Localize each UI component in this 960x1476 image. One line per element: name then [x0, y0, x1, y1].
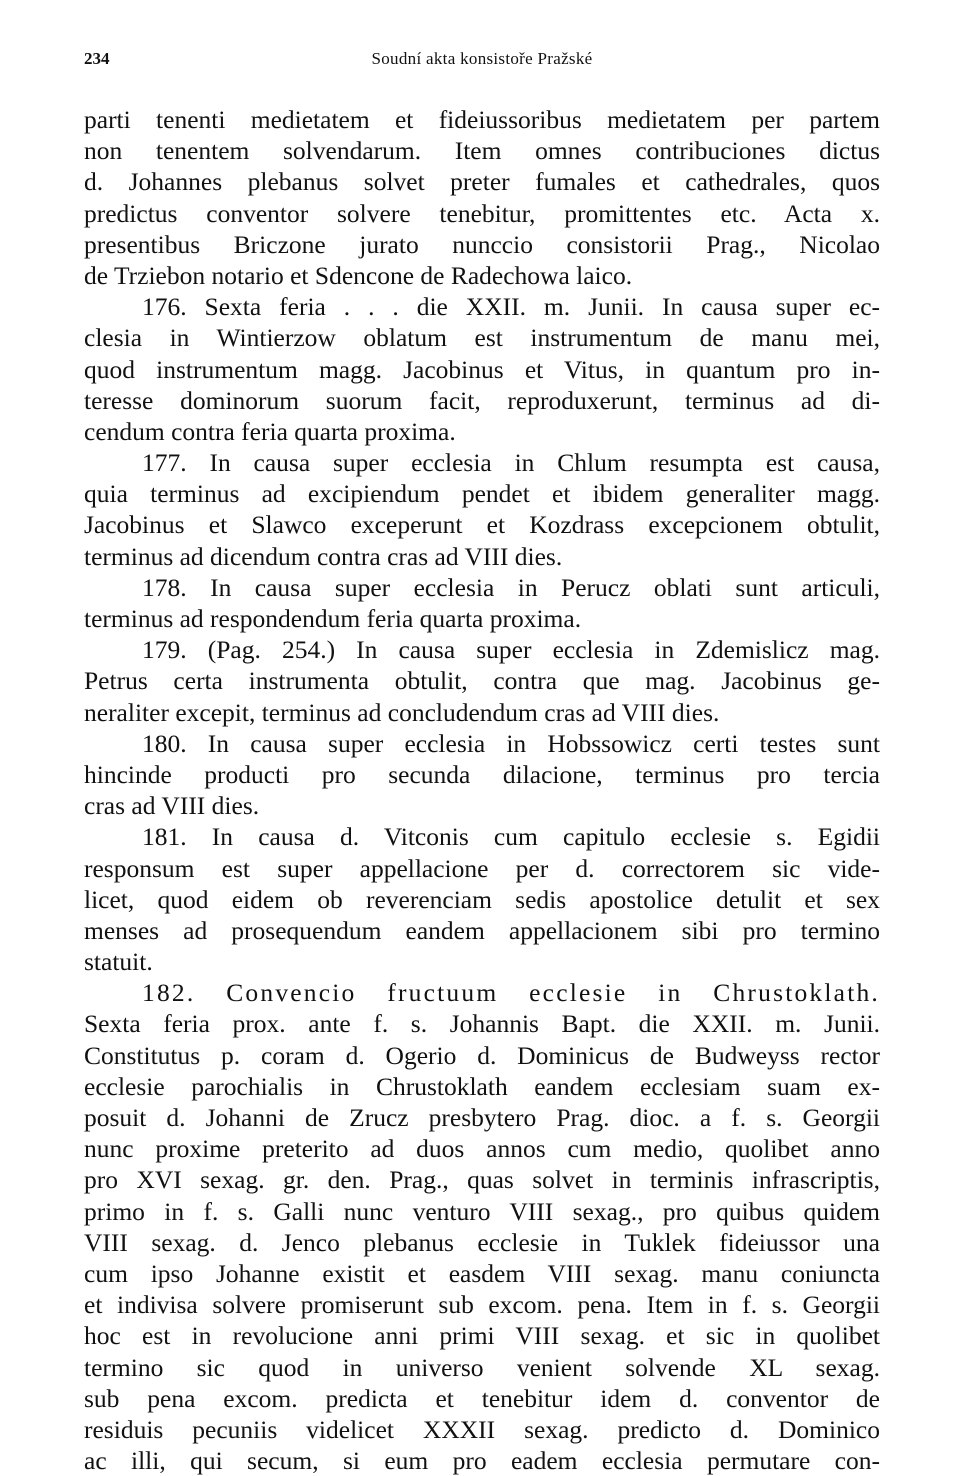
- running-title: Soudní akta konsistoře Pražské: [371, 49, 593, 68]
- text-line: clesia in Wintierzow oblatum est instrumentum de manu mei,: [84, 323, 880, 353]
- text-line: cum ipso Johanne existit et easdem VIII sexag. manu coniuncta: [84, 1258, 880, 1288]
- text-line: ac illi, qui secum, si eum pro eadem ecclesia permutare con-: [84, 1446, 880, 1476]
- text-line: ecclesie parochialis in Chrustoklath eandem ecclesiam suam ex-: [84, 1071, 880, 1101]
- text-line: sub pena excom. predicta et tenebitur idem d. conventor de: [84, 1383, 880, 1413]
- text-line: menses ad prosequendum eandem appellacionem sibi pro termino: [84, 915, 880, 945]
- text-line: posuit d. Johanni de Zrucz presbytero Prag. dioc. a f. s. Georgii: [84, 1103, 880, 1132]
- text-line: quia terminus ad excipiendum pendet et ibidem generaliter magg.: [84, 479, 880, 509]
- text-line: Jacobinus et Slawco exceperunt et Kozdrass excepcionem obtulit,: [84, 510, 880, 540]
- text-line: hincinde producti pro secunda dilacione, terminus pro tercia: [84, 759, 880, 789]
- text-line: primo in f. s. Galli nunc venturo VIII sexag., pro quibus quidem: [84, 1196, 880, 1226]
- entry-178-start: 178. In causa super ecclesia in Perucz oblati sunt articuli,: [142, 572, 880, 602]
- entry-176-start: 176. Sexta feria . . . die XXII. m. Junii. In causa super ec-: [142, 292, 880, 322]
- text-line: parti tenenti medietatem et fideiussoribus medietatem per partem: [84, 105, 880, 134]
- page-number: 234: [84, 49, 110, 68]
- text-line: pro XVI sexag. gr. den. Prag., quas solvet in terminis infrascriptis,: [84, 1165, 880, 1195]
- entry-177-start: 177. In causa super ecclesia in Chlum resumpta est causa,: [142, 448, 880, 478]
- text-line: teresse dominorum suorum facit, reproduxerunt, terminus ad di-: [84, 385, 880, 415]
- text-line: et indivisa solvere promiserunt sub excom. pena. Item in f. s. Georgii: [84, 1290, 880, 1320]
- entry-180-start: 180. In causa super ecclesia in Hobssowicz certi testes sunt: [142, 728, 880, 758]
- running-head: [84, 46, 880, 72]
- text-line: neraliter excepit, terminus ad concludendum cras ad VIII dies.: [84, 697, 720, 727]
- text-line: terminus ad dicendum contra cras ad VIII dies.: [84, 541, 563, 571]
- entry-179-start: 179. (Pag. 254.) In causa super ecclesia in Zdemislicz mag.: [142, 635, 880, 665]
- text-line: presentibus Briczone jurato nunccio consistorii Prag., Nicolao: [84, 229, 880, 259]
- text-line: nunc proxime preterito ad duos annos cum medio, quolibet anno: [84, 1134, 880, 1164]
- entry-182-heading: 182. Convencio fructuum ecclesie in Chrustoklath.: [142, 978, 880, 1008]
- text-line: cras ad VIII dies.: [84, 791, 260, 821]
- text-line: responsum est super appellacione per d. correctorem sic vide-: [84, 853, 880, 883]
- text-line: Constitutus p. coram d. Ogerio d. Dominicus de Budweyss rector: [84, 1040, 880, 1070]
- text-line: hoc est in revolucione anni primi VIII sexag. et sic in quolibet: [84, 1321, 880, 1351]
- text-line: non tenentem solvendarum. Item omnes contribuciones dictus: [84, 136, 880, 166]
- text-line: quod instrumentum magg. Jacobinus et Vitus, in quantum pro in-: [84, 354, 880, 384]
- text-line: predictus conventor solvere tenebitur, promittentes etc. Acta x.: [84, 198, 880, 228]
- text-line: cendum contra feria quarta proxima.: [84, 416, 456, 446]
- text-line: d. Johannes plebanus solvet preter fumales et cathedrales, quos: [84, 167, 880, 197]
- text-line: Petrus certa instrumenta obtulit, contra que mag. Jacobinus ge-: [84, 666, 880, 696]
- text-line: Sexta feria prox. ante f. s. Johannis Bapt. die XXII. m. Junii.: [84, 1009, 880, 1039]
- entry-181-start: 181. In causa d. Vitconis cum capitulo ecclesie s. Egidii: [142, 822, 880, 852]
- text-line: VIII sexag. d. Jenco plebanus ecclesie in Tuklek fideiussor una: [84, 1227, 880, 1257]
- body-text: [84, 104, 880, 1476]
- text-line: terminus ad respondendum feria quarta proxima.: [84, 604, 582, 633]
- text-line: statuit.: [84, 947, 153, 977]
- text-line: de Trziebon notario et Sdencone de Radechowa laico.: [84, 260, 633, 290]
- text-line: residuis pecuniis videlicet XXXII sexag. predicto d. Dominico: [84, 1414, 880, 1444]
- text-line: termino sic quod in universo venient solvende XL sexag.: [84, 1352, 880, 1382]
- text-line: licet, quod eidem ob reverenciam sedis apostolice detulit et sex: [84, 884, 880, 914]
